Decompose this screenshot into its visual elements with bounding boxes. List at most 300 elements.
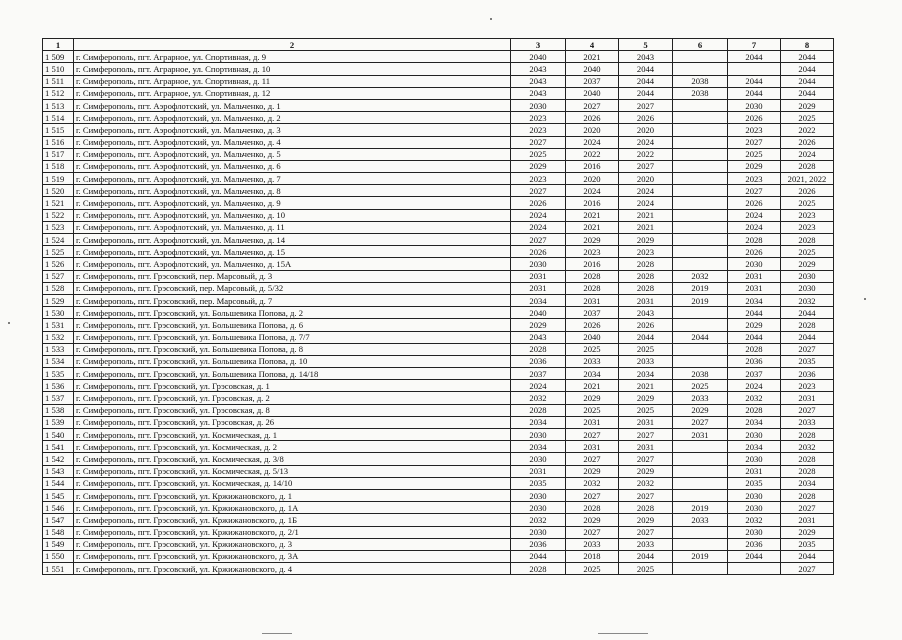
address: г. Симферополь, пгт. Грэсовский, ул. Космическая, д. 5/13 (74, 465, 511, 477)
col-8-value: 2030 (781, 282, 834, 294)
col-6-value (673, 197, 728, 209)
row-number: 1 522 (43, 209, 74, 221)
address: г. Симферополь, пгт. Аэрофлотский, ул. Мальченко, д. 3 (74, 124, 511, 136)
col-header-8: 8 (781, 39, 834, 51)
col-4-value: 2034 (566, 368, 619, 380)
row-number: 1 527 (43, 270, 74, 282)
col-7-value: 2026 (728, 246, 781, 258)
col-7-value: 2030 (728, 502, 781, 514)
col-7-value: 2044 (728, 331, 781, 343)
table-row (43, 112, 834, 124)
row-number: 1 541 (43, 441, 74, 453)
col-4-value: 2025 (566, 404, 619, 416)
col-4-value: 2024 (566, 136, 619, 148)
col-8-value: 2035 (781, 355, 834, 367)
table-row (43, 87, 834, 99)
row-number: 1 536 (43, 380, 74, 392)
col-8-value: 2028 (781, 160, 834, 172)
row-number: 1 528 (43, 282, 74, 294)
col-7-value: 2036 (728, 538, 781, 550)
col-4-value: 2029 (566, 514, 619, 526)
col-4-value: 2021 (566, 221, 619, 233)
col-3-value: 2029 (511, 160, 566, 172)
col-6-value (673, 307, 728, 319)
table-row (43, 99, 834, 111)
col-5-value: 2044 (619, 550, 673, 562)
col-3-value: 2028 (511, 343, 566, 355)
address: г. Симферополь, пгт. Аэрофлотский, ул. Мальченко, д. 4 (74, 136, 511, 148)
col-8-value: 2029 (781, 258, 834, 270)
col-3-value: 2043 (511, 75, 566, 87)
row-number: 1 538 (43, 404, 74, 416)
col-6-value (673, 99, 728, 111)
row-number: 1 521 (43, 197, 74, 209)
row-number: 1 509 (43, 51, 74, 63)
col-8-value: 2027 (781, 563, 834, 575)
col-6-value (673, 51, 728, 63)
col-5-value: 2027 (619, 526, 673, 538)
table-row (43, 416, 834, 428)
col-3-value: 2030 (511, 99, 566, 111)
col-7-value: 2025 (728, 148, 781, 160)
address: г. Симферополь, пгт. Аграрное, ул. Спортивная, д. 12 (74, 87, 511, 99)
col-5-value: 2031 (619, 441, 673, 453)
col-3-value: 2024 (511, 221, 566, 233)
col-7-value: 2024 (728, 380, 781, 392)
table-row (43, 294, 834, 306)
col-6-value (673, 136, 728, 148)
col-8-value: 2025 (781, 112, 834, 124)
col-8-value: 2044 (781, 87, 834, 99)
col-6-value (673, 160, 728, 172)
table-row (43, 307, 834, 319)
col-7-value: 2029 (728, 319, 781, 331)
scan-mark (598, 633, 648, 634)
col-3-value: 2026 (511, 197, 566, 209)
col-6-value (673, 477, 728, 489)
col-4-value: 2040 (566, 63, 619, 75)
address: г. Симферополь, пгт. Грэсовский, ул. Кржижановского, д. 3А (74, 550, 511, 562)
col-8-value: 2026 (781, 185, 834, 197)
table-row (43, 477, 834, 489)
col-5-value: 2025 (619, 343, 673, 355)
col-4-value: 2032 (566, 477, 619, 489)
address: г. Симферополь, пгт. Аэрофлотский, ул. Мальченко, д. 14 (74, 234, 511, 246)
col-5-value: 2020 (619, 173, 673, 185)
col-7-value: 2037 (728, 368, 781, 380)
col-7-value (728, 63, 781, 75)
address: г. Симферополь, пгт. Грэсовский, ул. Космическая, д. 14/10 (74, 477, 511, 489)
col-6-value (673, 355, 728, 367)
col-6-value: 2038 (673, 368, 728, 380)
col-6-value: 2032 (673, 270, 728, 282)
col-4-value: 2027 (566, 453, 619, 465)
address: г. Симферополь, пгт. Аэрофлотский, ул. Мальченко, д. 1 (74, 99, 511, 111)
table-row (43, 368, 834, 380)
col-6-value (673, 258, 728, 270)
header-row (43, 39, 834, 51)
col-7-value: 2044 (728, 307, 781, 319)
row-number: 1 529 (43, 294, 74, 306)
col-7-value: 2030 (728, 99, 781, 111)
table-row (43, 563, 834, 575)
table-row (43, 489, 834, 501)
table-row (43, 209, 834, 221)
col-8-value: 2023 (781, 221, 834, 233)
table-row (43, 550, 834, 562)
col-6-value (673, 209, 728, 221)
address: г. Симферополь, пгт. Грэсовский, ул. Большевика Попова, д. 7/7 (74, 331, 511, 343)
row-number: 1 532 (43, 331, 74, 343)
address: г. Симферополь, пгт. Аграрное, ул. Спортивная, д. 9 (74, 51, 511, 63)
table-row (43, 246, 834, 258)
col-4-value: 2040 (566, 331, 619, 343)
col-5-value: 2026 (619, 319, 673, 331)
col-5-value: 2027 (619, 99, 673, 111)
col-4-value: 2024 (566, 185, 619, 197)
address: г. Симферополь, пгт. Грэсовский, ул. Космическая, д. 1 (74, 429, 511, 441)
address: г. Симферополь, пгт. Аэрофлотский, ул. Мальченко, д. 2 (74, 112, 511, 124)
table-row (43, 380, 834, 392)
col-8-value: 2027 (781, 502, 834, 514)
col-3-value: 2043 (511, 87, 566, 99)
col-7-value: 2035 (728, 477, 781, 489)
scan-speck (864, 298, 866, 300)
col-8-value: 2044 (781, 307, 834, 319)
col-6-value: 2025 (673, 380, 728, 392)
col-8-value: 2035 (781, 538, 834, 550)
col-4-value: 2025 (566, 563, 619, 575)
col-6-value (673, 124, 728, 136)
col-4-value: 2026 (566, 319, 619, 331)
col-3-value: 2030 (511, 429, 566, 441)
table-row (43, 441, 834, 453)
table-row (43, 355, 834, 367)
col-8-value: 2026 (781, 136, 834, 148)
col-5-value: 2028 (619, 258, 673, 270)
col-3-value: 2031 (511, 270, 566, 282)
row-number: 1 545 (43, 489, 74, 501)
table-row (43, 538, 834, 550)
col-3-value: 2034 (511, 416, 566, 428)
col-4-value: 2027 (566, 99, 619, 111)
address: г. Симферополь, пгт. Грэсовский, ул. Грэсовская, д. 2 (74, 392, 511, 404)
col-7-value: 2044 (728, 87, 781, 99)
col-3-value: 2025 (511, 148, 566, 160)
table-row (43, 514, 834, 526)
col-7-value: 2032 (728, 514, 781, 526)
col-6-value: 2019 (673, 550, 728, 562)
row-number: 1 517 (43, 148, 74, 160)
col-6-value: 2029 (673, 404, 728, 416)
table-row (43, 258, 834, 270)
col-4-value: 2040 (566, 87, 619, 99)
col-7-value: 2024 (728, 221, 781, 233)
col-5-value: 2021 (619, 380, 673, 392)
table-body (43, 51, 834, 575)
col-4-value: 2028 (566, 282, 619, 294)
col-7-value: 2024 (728, 209, 781, 221)
table-row (43, 136, 834, 148)
address: г. Симферополь, пгт. Аэрофлотский, ул. Мальченко, д. 11 (74, 221, 511, 233)
address: г. Симферополь, пгт. Грэсовский, ул. Кржижановского, д. 4 (74, 563, 511, 575)
col-header-5: 5 (619, 39, 673, 51)
col-3-value: 2043 (511, 331, 566, 343)
col-4-value: 2016 (566, 197, 619, 209)
col-4-value: 2023 (566, 246, 619, 258)
col-6-value (673, 63, 728, 75)
col-3-value: 2030 (511, 502, 566, 514)
col-8-value: 2031 (781, 514, 834, 526)
col-3-value: 2030 (511, 489, 566, 501)
col-8-value: 2023 (781, 209, 834, 221)
col-7-value: 2032 (728, 392, 781, 404)
table-row (43, 282, 834, 294)
col-3-value: 2023 (511, 112, 566, 124)
table-row (43, 502, 834, 514)
col-8-value: 2028 (781, 234, 834, 246)
col-4-value: 2021 (566, 209, 619, 221)
col-6-value: 2038 (673, 75, 728, 87)
table-row (43, 160, 834, 172)
col-4-value: 2028 (566, 502, 619, 514)
col-7-value: 2026 (728, 197, 781, 209)
col-6-value (673, 538, 728, 550)
col-4-value: 2020 (566, 124, 619, 136)
col-4-value: 2016 (566, 258, 619, 270)
col-6-value: 2019 (673, 294, 728, 306)
col-7-value: 2031 (728, 465, 781, 477)
col-6-value (673, 453, 728, 465)
table-row (43, 465, 834, 477)
col-4-value: 2037 (566, 307, 619, 319)
row-number: 1 543 (43, 465, 74, 477)
row-number: 1 537 (43, 392, 74, 404)
col-3-value: 2034 (511, 294, 566, 306)
address: г. Симферополь, пгт. Аграрное, ул. Спортивная, д. 11 (74, 75, 511, 87)
col-6-value (673, 185, 728, 197)
address: г. Симферополь, пгт. Аэрофлотский, ул. Мальченко, д. 8 (74, 185, 511, 197)
col-6-value: 2019 (673, 282, 728, 294)
address: г. Симферополь, пгт. Грэсовский, ул. Большевика Попова, д. 6 (74, 319, 511, 331)
col-8-value: 2025 (781, 197, 834, 209)
col-header-2: 2 (74, 39, 511, 51)
col-3-value: 2027 (511, 136, 566, 148)
col-3-value: 2028 (511, 404, 566, 416)
col-7-value: 2027 (728, 136, 781, 148)
col-8-value: 2028 (781, 429, 834, 441)
table-row (43, 404, 834, 416)
col-6-value (673, 148, 728, 160)
col-8-value: 2025 (781, 246, 834, 258)
col-8-value: 2044 (781, 75, 834, 87)
table-row (43, 331, 834, 343)
col-5-value: 2027 (619, 160, 673, 172)
address: г. Симферополь, пгт. Грэсовский, пер. Марсовый, д. 3 (74, 270, 511, 282)
table-row (43, 75, 834, 87)
col-7-value: 2044 (728, 550, 781, 562)
col-4-value: 2027 (566, 526, 619, 538)
address: г. Симферополь, пгт. Грэсовский, ул. Кржижановского, д. 1А (74, 502, 511, 514)
col-6-value (673, 465, 728, 477)
row-number: 1 550 (43, 550, 74, 562)
col-6-value: 2031 (673, 429, 728, 441)
table-row (43, 148, 834, 160)
col-8-value: 2033 (781, 416, 834, 428)
col-5-value: 2023 (619, 246, 673, 258)
col-3-value: 2031 (511, 465, 566, 477)
col-8-value: 2028 (781, 319, 834, 331)
col-6-value: 2044 (673, 331, 728, 343)
col-8-value: 2027 (781, 404, 834, 416)
col-8-value: 2030 (781, 270, 834, 282)
address: г. Симферополь, пгт. Грэсовский, пер. Марсовый, д. 5/32 (74, 282, 511, 294)
col-4-value: 2026 (566, 112, 619, 124)
col-8-value: 2022 (781, 124, 834, 136)
address: г. Симферополь, пгт. Грэсовский, ул. Большевика Попова, д. 8 (74, 343, 511, 355)
col-5-value: 2027 (619, 453, 673, 465)
col-5-value: 2044 (619, 75, 673, 87)
row-number: 1 534 (43, 355, 74, 367)
scan-speck (490, 18, 492, 20)
col-5-value: 2032 (619, 477, 673, 489)
col-7-value: 2031 (728, 282, 781, 294)
address: г. Симферополь, пгт. Аэрофлотский, ул. Мальченко, д. 15 (74, 246, 511, 258)
col-6-value (673, 221, 728, 233)
col-7-value: 2034 (728, 416, 781, 428)
address: г. Симферополь, пгт. Грэсовский, ул. Грэсовская, д. 8 (74, 404, 511, 416)
col-5-value: 2029 (619, 392, 673, 404)
col-3-value: 2027 (511, 234, 566, 246)
row-number: 1 525 (43, 246, 74, 258)
col-3-value: 2027 (511, 185, 566, 197)
col-3-value: 2030 (511, 526, 566, 538)
col-3-value: 2023 (511, 124, 566, 136)
table-row (43, 51, 834, 63)
table-row (43, 392, 834, 404)
col-8-value: 2044 (781, 51, 834, 63)
col-5-value: 2029 (619, 465, 673, 477)
table-row (43, 453, 834, 465)
col-3-value: 2024 (511, 209, 566, 221)
col-5-value: 2029 (619, 514, 673, 526)
col-8-value: 2029 (781, 526, 834, 538)
col-5-value: 2028 (619, 270, 673, 282)
col-4-value: 2031 (566, 441, 619, 453)
address: г. Симферополь, пгт. Грэсовский, ул. Космическая, д. 2 (74, 441, 511, 453)
table-row (43, 270, 834, 282)
col-6-value (673, 441, 728, 453)
col-7-value: 2028 (728, 343, 781, 355)
col-3-value: 2026 (511, 246, 566, 258)
col-6-value (673, 489, 728, 501)
row-number: 1 510 (43, 63, 74, 75)
col-4-value: 2029 (566, 465, 619, 477)
row-number: 1 531 (43, 319, 74, 331)
col-4-value: 2021 (566, 380, 619, 392)
row-number: 1 512 (43, 87, 74, 99)
row-number: 1 546 (43, 502, 74, 514)
col-6-value (673, 319, 728, 331)
address: г. Симферополь, пгт. Грэсовский, ул. Кржижановского, д. 1 (74, 489, 511, 501)
col-3-value: 2040 (511, 307, 566, 319)
col-5-value: 2044 (619, 87, 673, 99)
col-3-value: 2034 (511, 441, 566, 453)
col-3-value: 2044 (511, 550, 566, 562)
col-6-value (673, 246, 728, 258)
row-number: 1 530 (43, 307, 74, 319)
col-7-value (728, 563, 781, 575)
col-8-value: 2044 (781, 331, 834, 343)
col-4-value: 2029 (566, 234, 619, 246)
col-5-value: 2026 (619, 112, 673, 124)
row-number: 1 544 (43, 477, 74, 489)
address: г. Симферополь, пгт. Грэсовский, ул. Кржижановского, д. 2/1 (74, 526, 511, 538)
col-3-value: 2029 (511, 319, 566, 331)
row-number: 1 533 (43, 343, 74, 355)
address: г. Симферополь, пгт. Грэсовский, ул. Большевика Попова, д. 14/18 (74, 368, 511, 380)
col-7-value: 2030 (728, 258, 781, 270)
col-3-value: 2032 (511, 514, 566, 526)
address: г. Симферополь, пгт. Грэсовский, ул. Большевика Попова, д. 10 (74, 355, 511, 367)
col-3-value: 2028 (511, 563, 566, 575)
col-3-value: 2031 (511, 282, 566, 294)
row-number: 1 551 (43, 563, 74, 575)
col-4-value: 2016 (566, 160, 619, 172)
row-number: 1 518 (43, 160, 74, 172)
col-5-value: 2029 (619, 234, 673, 246)
address: г. Симферополь, пгт. Грэсовский, ул. Космическая, д. 3/8 (74, 453, 511, 465)
col-7-value: 2023 (728, 124, 781, 136)
col-8-value: 2044 (781, 63, 834, 75)
row-number: 1 511 (43, 75, 74, 87)
col-4-value: 2021 (566, 51, 619, 63)
col-4-value: 2028 (566, 270, 619, 282)
col-5-value: 2024 (619, 136, 673, 148)
col-5-value: 2027 (619, 489, 673, 501)
housing-table (42, 38, 834, 575)
address: г. Симферополь, пгт. Грэсовский, пер. Марсовый, д. 7 (74, 294, 511, 306)
col-5-value: 2020 (619, 124, 673, 136)
col-7-value: 2034 (728, 294, 781, 306)
col-6-value (673, 234, 728, 246)
col-6-value (673, 112, 728, 124)
col-3-value: 2036 (511, 538, 566, 550)
col-8-value: 2027 (781, 343, 834, 355)
col-7-value: 2034 (728, 441, 781, 453)
row-number: 1 548 (43, 526, 74, 538)
col-5-value: 2034 (619, 368, 673, 380)
row-number: 1 549 (43, 538, 74, 550)
col-5-value: 2044 (619, 331, 673, 343)
col-5-value: 2043 (619, 307, 673, 319)
row-number: 1 513 (43, 99, 74, 111)
col-5-value: 2027 (619, 429, 673, 441)
col-8-value: 2032 (781, 441, 834, 453)
table-row (43, 197, 834, 209)
col-8-value: 2034 (781, 477, 834, 489)
address: г. Симферополь, пгт. Грэсовский, ул. Большевика Попова, д. 2 (74, 307, 511, 319)
col-5-value: 2021 (619, 209, 673, 221)
row-number: 1 535 (43, 368, 74, 380)
table-row (43, 185, 834, 197)
address: г. Симферополь, пгт. Аэрофлотский, ул. Мальченко, д. 7 (74, 173, 511, 185)
table-row (43, 63, 834, 75)
col-4-value: 2037 (566, 75, 619, 87)
table-row (43, 124, 834, 136)
col-4-value: 2033 (566, 538, 619, 550)
col-7-value: 2036 (728, 355, 781, 367)
